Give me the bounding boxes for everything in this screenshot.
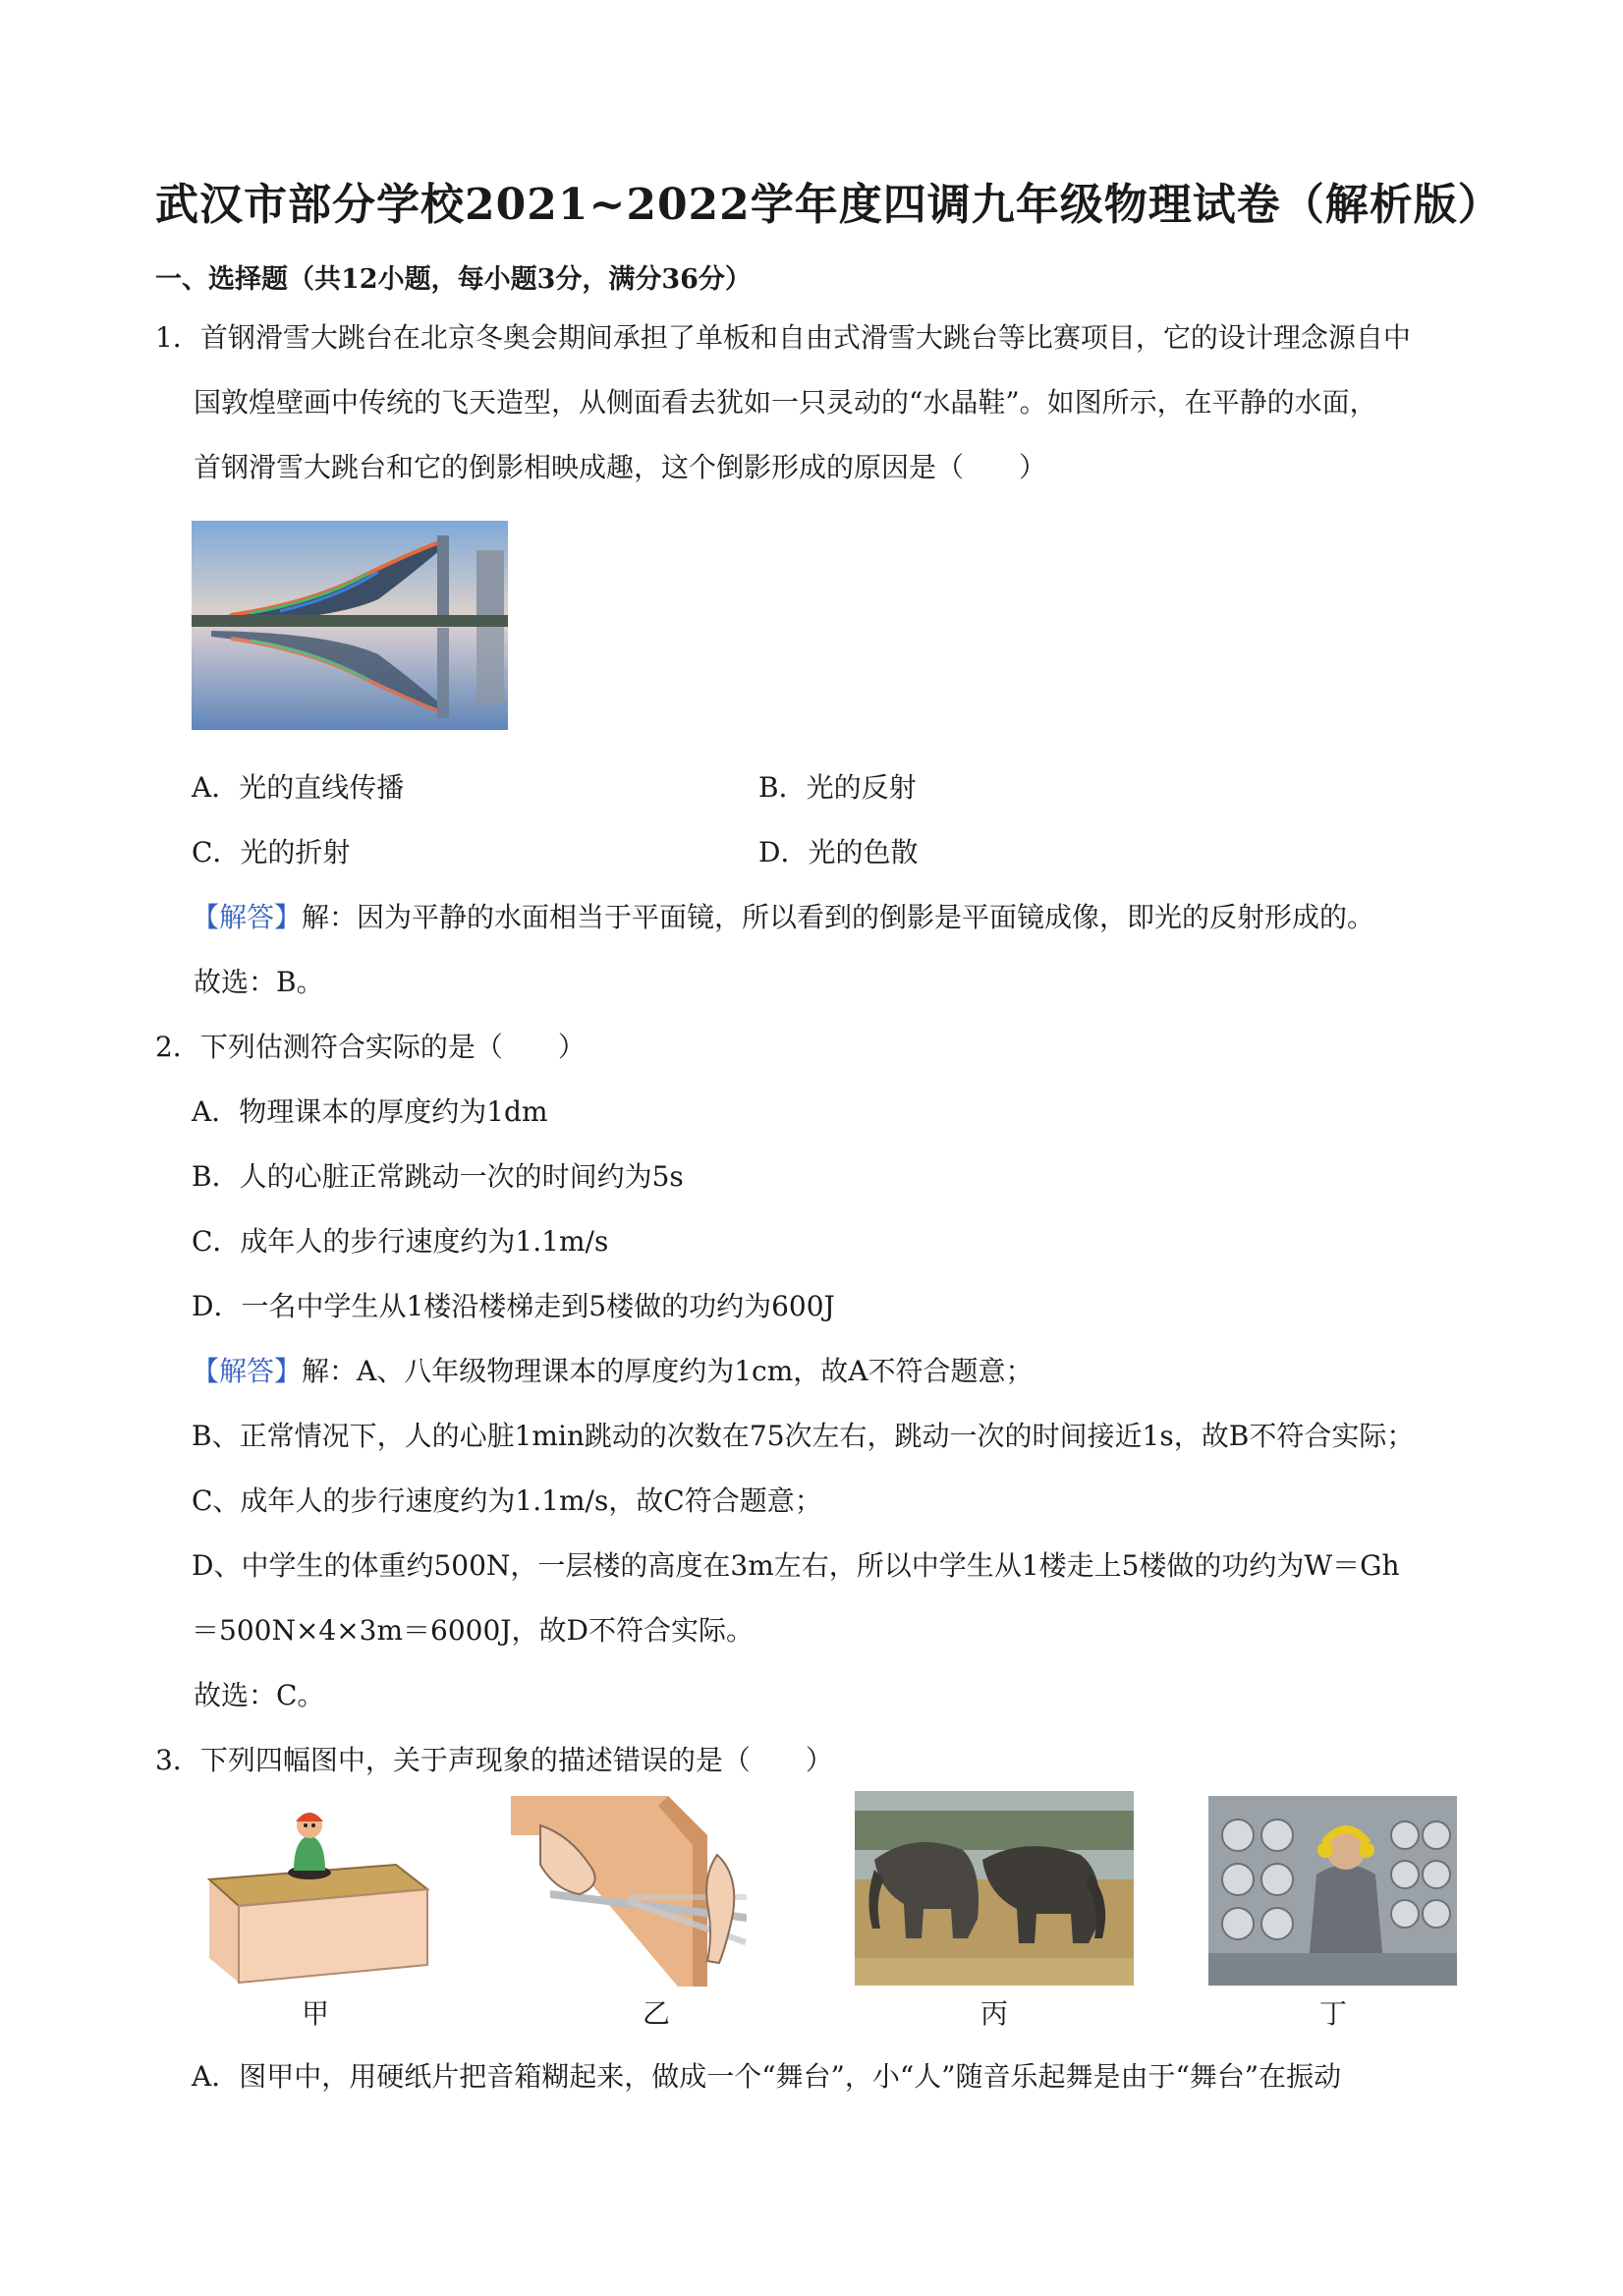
q2-option-a: A．物理课本的厚度约为1dm (192, 1095, 548, 1128)
ruler-vibration-figure (511, 1796, 771, 1987)
q2-answer-a-text: 解：A、八年级物理课本的厚度约为1cm，故A不符合题意； (302, 1355, 1034, 1387)
factory-worker-photo (1208, 1796, 1457, 1986)
caption-jia: 甲 (302, 1997, 330, 2030)
page-title: 武汉市部分学校2021~2022学年度四调九年级物理试卷（解析版） (155, 180, 1502, 230)
q1-option-b: B．光的反射 (758, 771, 917, 804)
q2-answer-c: C、成年人的步行速度约为1.1m/s，故C符合题意； (192, 1484, 822, 1517)
q2-answer-d-line1: D、中学生的体重约500N，一层楼的高度在3m左右，所以中学生从1楼走上5楼做的功约为W＝Gh (192, 1549, 1400, 1582)
q1-stem-line3: 首钢滑雪大跳台和它的倒影相映成趣，这个倒影形成的原因是（ ） (194, 451, 1047, 483)
caption-bing: 丙 (980, 1997, 1009, 2030)
q3-option-a: A．图甲中，用硬纸片把音箱糊起来，做成一个“舞台”，小“人”随音乐起舞是由于“舞台”在振动 (192, 2060, 1342, 2093)
q1-option-d: D．光的色散 (758, 836, 919, 868)
q1-answer (192, 901, 1374, 934)
caption-ding: 丁 (1319, 1997, 1348, 2030)
q2-answer-b: B、正常情况下，人的心脏1min跳动的次数在75次左右，跳动一次的时间接近1s，故B不符合实际； (192, 1420, 1415, 1452)
speaker-stage-figure (199, 1796, 431, 1987)
q2-choice: 故选：C。 (194, 1679, 325, 1711)
q1-stem-line2: 国敦煌壁画中传统的飞天造型，从侧面看去犹如一只灵动的“水晶鞋”。如图所示，在平静的水面， (194, 386, 1377, 419)
caption-yi: 乙 (643, 1997, 671, 2030)
section-heading: 一、选择题（共12小题，每小题3分，满分36分） (155, 264, 752, 295)
elephants-photo (855, 1791, 1134, 1986)
ski-jump-reflection-photo (192, 521, 508, 730)
q1-option-c: C．光的折射 (192, 836, 351, 868)
q1-option-a: A．光的直线传播 (192, 771, 405, 804)
q2-option-d: D．一名中学生从1楼沿楼梯走到5楼做的功约为600J (192, 1290, 835, 1322)
answer-tag: 【解答】 (192, 1355, 303, 1387)
q2-stem: 2．下列估测符合实际的是（ ） (155, 1031, 586, 1063)
q2-answer-a (192, 1355, 1034, 1388)
q1-stem-line1: 1．首钢滑雪大跳台在北京冬奥会期间承担了单板和自由式滑雪大跳台等比赛项目，它的设计理念源自中 (155, 321, 1411, 354)
q2-option-c: C．成年人的步行速度约为1.1m/s (192, 1225, 609, 1258)
q2-option-b: B．人的心脏正常跳动一次的时间约为5s (192, 1160, 684, 1193)
q1-choice: 故选：B。 (194, 966, 324, 998)
answer-tag: 【解答】 (192, 901, 303, 933)
q3-stem: 3．下列四幅图中，关于声现象的描述错误的是（ ） (155, 1744, 833, 1776)
q2-answer-d-line2: ＝500N×4×3m＝6000J，故D不符合实际。 (192, 1614, 754, 1647)
q1-answer-text: 解：因为平静的水面相当于平面镜，所以看到的倒影是平面镜成像，即光的反射形成的。 (302, 901, 1375, 933)
